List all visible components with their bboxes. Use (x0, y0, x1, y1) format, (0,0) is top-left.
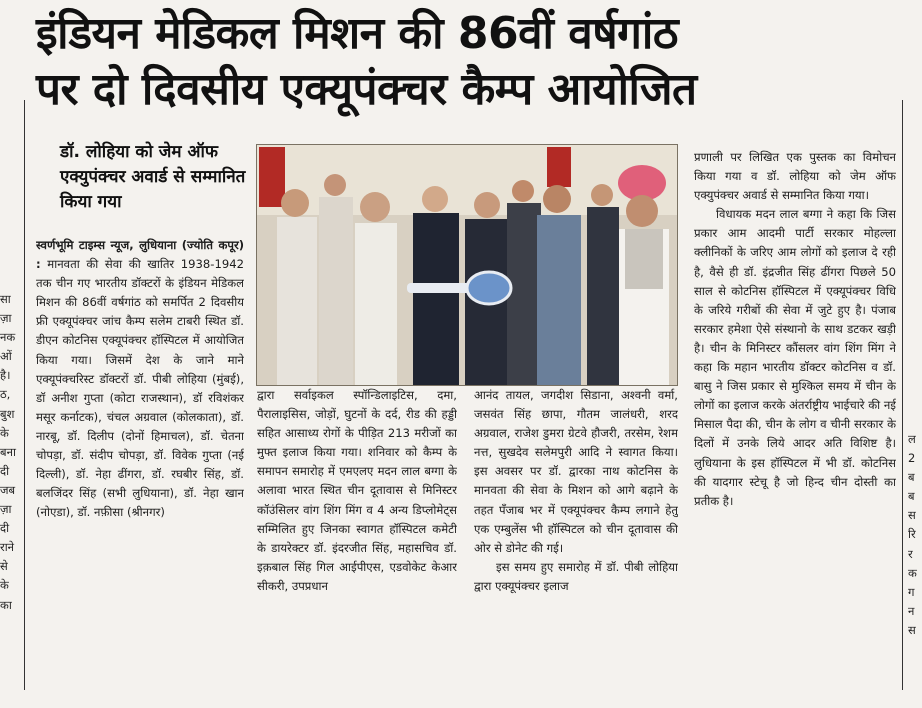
right-edge-column (908, 430, 922, 640)
headline-line-2: पर दो दिवसीय एक्यूपंक्चर कैम्प आयोजित (36, 64, 697, 115)
column-2-text: द्वारा सर्वाइकल स्पॉन्डिलाइटिस, दमा, पैरालाइसिस, जोड़ों, घुटनों के दर्द, रीड की हड्डी सहित आसाध्य रोगों के पीड़ित 213 मरीजों का मुफ्त इलाज किया गया। शनिवार को कैम्प के समापन समारोह में एमएलए मदन लाल बग्गा के अलावा भारत स्थित चीन दूतावास से मिनिस्टर कॉउंसिलर वांग शिंग मिंग व 4 अन्य डिप्लोमेट्स सम्मिलित हुए जिनका स्वागत हॉस्पिटल कमेटी के डायरेक्टर डॉ. इंदरजीत सिंह, महासचिव डॉ. इक़बाल सिंह गिल आईपीएस, एडवोकेट केआर सीकरी, उपप्रधान (257, 388, 457, 593)
right-edge-fragment: क (908, 565, 917, 580)
left-edge-fragment: राने (0, 540, 15, 555)
left-edge-column (0, 290, 22, 615)
article-column-3 (474, 386, 678, 686)
right-edge-fragment: रि (908, 527, 916, 542)
left-edge-fragment: का (0, 597, 12, 612)
column-3-text-b: इस समय हुए समारोह में डॉ. पीबी लोहिया द्वारा एक्यूपंक्चर इलाज (474, 559, 678, 593)
right-edge-fragment: ब (908, 489, 915, 504)
article-column-2 (257, 386, 457, 686)
left-edge-fragment: बना (0, 444, 16, 459)
left-edge-fragment: बुश (0, 406, 15, 421)
column-4-text: प्रणाली पर लिखित एक पुस्तक का विमोचन किया गया व डॉ. लोहिया को जेम ऑफ एक्युपंक्चर अवार्ड से सम्मानित किया गया। (694, 150, 896, 203)
right-edge-fragment: स (908, 508, 916, 523)
left-column-divider (24, 100, 25, 690)
right-edge-fragment: ल (908, 432, 916, 446)
article-column-1 (36, 236, 244, 686)
news-photo (256, 144, 678, 386)
left-edge-fragment: के (0, 578, 9, 593)
right-edge-fragment: स (908, 622, 916, 637)
column-4-text-b: विधायक मदन लाल बग्गा ने कहा कि जिस प्रकार आम आदमी पार्टी सरकार मोहल्ला क्लीनिकों के जरिए आम लोगों को इलाज दे रही है, वैसे ही डॉ. इंद्रजीत सिंह ढींगरा पिछले 50 साल से कोटनिस हॉस्पिटल में एक्यूपंक्चर विधि के जरिये गरीबों की सेवा में जुटे हुए है। पंजाब सरकार हमेशा ऐसे संस्थानो के साथ डटकर खड़ी है। चीन के मिनिस्टर कौंसलर वांग शिंग मिंग ने कहा कि महान भारतीय डॉक्टर कोटनिस व डॉ. बासु ने जिस प्रकार से मुश्किल समय में चीन के लोगों का इलाज करके अंतर्राष्ट्रीय भाईचारे की नई मिसाल पैदा की, चीन के लोग व चीनी सरकार के दिलों में उनके लिये आदर अति विशिष्ट है। लुधियाना के इस हॉस्पिटल में भी डॉ. कोटनिस की यादगार स्टेचू है जो हिन्द चीन दोस्ती का प्रतीक है। (694, 207, 896, 508)
left-edge-fragment: के (0, 425, 9, 440)
right-edge-fragment: न (908, 603, 915, 618)
left-edge-fragment: ठ, (0, 387, 11, 402)
right-edge-fragment: ग (908, 584, 915, 599)
column-1-text: मानवता की सेवा की खातिर 1938-1942 तक चीन गए भारतीय डॉक्टरों के इंडियन मेडिकल मिशन की 86वीं वर्षगांठ को समर्पित 2 दिवसीय फ्री एक्यूपंक्चर जांच कैम्प सलेम टाबरी स्थित डॉ. डीएन कोटनिस एक्यूपंक्चर हॉस्पिटल में आयोजित किया गया। जिसमें देश के जाने माने एक्यूपंक्चरिस्ट डॉक्टरों डॉ. पीबी लोहिया (मुंबई), डॉ अनीश गुप्ता (कोटा राजस्थान), डॉ रविशंकर मसूर कर्नाटक), चंचल अग्रवाल (कोलकाता), डॉ. नारबू, डॉ. दिलीप (दोनों हिमाचल), डॉ. चेतना चोपड़ा, डॉ. संदीप चोपड़ा, डॉ. विवेक गुप्ता (नई दिल्ली), डॉ. नेहा ढींगरा, डॉ. रघबीर सिंह, डॉ. बलजिंदर सिंह (सभी लुधियाना), डॉ. नेहा खान (नोएडा), डॉ. नफ़ीसा (श्रीनगर) (36, 257, 244, 520)
left-edge-fragment: दी (0, 463, 10, 478)
left-edge-fragment: दी (0, 521, 10, 536)
left-edge-fragment: है। (0, 368, 11, 383)
left-edge-fragment: नक (0, 330, 16, 345)
left-edge-fragment: ज़ा (0, 311, 12, 326)
right-column-divider (902, 100, 903, 690)
right-edge-fragment: 2 (908, 451, 916, 466)
headline-line-1: इंडियन मेडिकल मिशन की 86वीं वर्षगांठ (36, 8, 678, 59)
right-edge-fragment: ब (908, 470, 915, 485)
article-column-4 (694, 148, 896, 688)
byline: स्वर्णभूमि टाइम्स न्यूज, लुधियाना (ज्योति कपूर) : (36, 238, 244, 272)
left-edge-fragment: ओं (0, 349, 12, 364)
photo-illustration (257, 145, 677, 385)
left-edge-fragment: जब (0, 482, 16, 497)
left-edge-fragment: सा (0, 292, 11, 306)
left-edge-fragment: से (0, 559, 8, 574)
right-edge-fragment: र (908, 546, 913, 561)
subheadline: डॉ. लोहिया को जेम ऑफ एक्युपंक्चर अवार्ड से सम्मानित किया गया (60, 142, 246, 212)
headline (36, 6, 916, 118)
column-3-text: आनंद तायल, जगदीश सिडाना, अश्वनी वर्मा, जसवंत सिंह छापा, गौतम जालंधरी, शरद अग्रवाल, राजेश डुमरा ग्रेटवे हौजरी, तरसेम, रेशम नत्त, सुखदेव सलेमपुरी आदि ने स्वागत किया। इस अवसर पर डॉ. द्वारका नाथ कोटनिस के मानवता की सेवा के मिशन को आगे बढ़ाने के तहत पँजाब भर में एक्यूपंक्चर कैम्प लगाने हेतु एक एम्बुलेंस भी हॉस्पिटल को चीन दूतावास की ओर से डोनेट की गई। (474, 388, 678, 555)
left-edge-fragment: ज़ा (0, 502, 12, 517)
